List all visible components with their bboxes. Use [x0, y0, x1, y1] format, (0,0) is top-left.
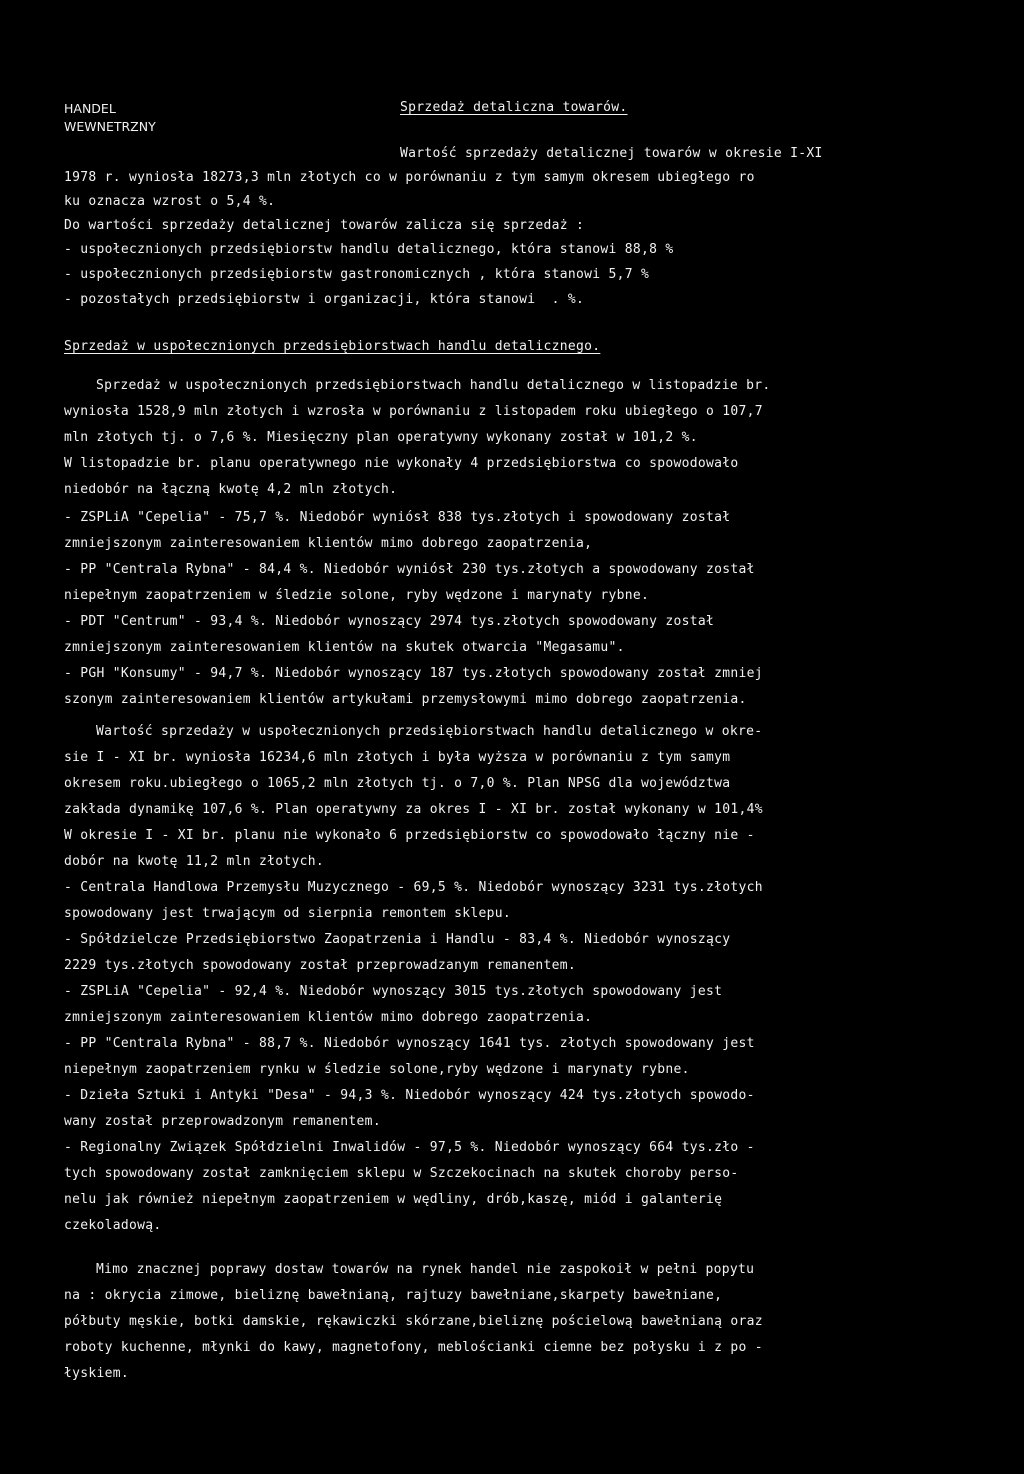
list-item: - PP "Centrala Rybna" - 88,7 %. Niedobór wynoszący 1641 tys. złotych spowodowany jest [64, 1036, 755, 1051]
list-item: - PGH "Konsumy" - 94,7 %. Niedobór wynoszący 187 tys.złotych spowodowany został zmniej [64, 666, 763, 681]
text-line: sie I - XI br. wyniosła 16234,6 mln złotych i była wyższa w porównaniu z tym samym [64, 750, 731, 765]
text-line: roboty kuchenne, młynki do kawy, magnetofony, meblościanki ciemne bez połysku i z po - [64, 1340, 763, 1355]
text-line: na : okrycia zimowe, bieliznę bawełnianą, rajtuzy bawełniane,skarpety bawełniane, [64, 1288, 723, 1303]
text-line: zmniejszonym zainteresowaniem klientów mimo dobrego zaopatrzenia, [64, 536, 593, 551]
list-item: - Centrala Handlowa Przemysłu Muzycznego - 69,5 %. Niedobór wynoszący 3231 tys.złotych [64, 880, 763, 895]
text-line: łyskiem. [64, 1366, 130, 1381]
list-item: - PDT "Centrum" - 93,4 %. Niedobór wynoszący 2974 tys.złotych spowodowany został [64, 614, 715, 629]
text-line: Do wartości sprzedaży detalicznej towarów zalicza się sprzedaż : [64, 218, 585, 233]
list-item: - uspołecznionych przedsiębiorstw handlu detalicznego, która stanowi 88,8 % [64, 242, 674, 257]
text-line: ku oznacza wzrost o 5,4 %. [64, 194, 276, 209]
text-line: niepełnym zaopatrzeniem rynku w śledzie solone,ryby wędzone i marynaty rybne. [64, 1062, 690, 1077]
list-item: - PP "Centrala Rybna" - 84,4 %. Niedobór wyniósł 230 tys.złotych a spowodowany został [64, 562, 755, 577]
text-line: Wartość sprzedaży w uspołecznionych przedsiębiorstwach handlu detalicznego w okre- [96, 724, 763, 739]
list-item: - Spółdzielcze Przedsiębiorstwo Zaopatrzenia i Handlu - 83,4 %. Niedobór wynoszący [64, 932, 731, 947]
list-item: - Regionalny Związek Spółdzielni Inwalidów - 97,5 %. Niedobór wynoszący 664 tys.zło - [64, 1140, 755, 1155]
list-item: - Dzieła Sztuki i Antyki "Desa" - 94,3 %. Niedobór wynoszący 424 tys.złotych spowodo- [64, 1088, 755, 1103]
text-line: mln złotych tj. o 7,6 %. Miesięczny plan operatywny wykonany został w 101,2 %. [64, 430, 698, 445]
text-line: spowodowany jest trwającym od sierpnia remontem sklepu. [64, 906, 511, 921]
text-line: okresem roku.ubiegłego o 1065,2 mln złotych tj. o 7,0 %. Plan NPSG dla województwa [64, 776, 731, 791]
text-line: W okresie I - XI br. planu nie wykonało 6 przedsiębiorstw co spowodowało łączny nie - [64, 828, 755, 843]
text-line: 1978 r. wyniosła 18273,3 mln złotych co w porównaniu z tym samym okresem ubiegłego ro [64, 170, 755, 185]
text-line: zmniejszonym zainteresowaniem klientów na skutek otwarcia "Megasamu". [64, 640, 625, 655]
text-line: czekoladową. [64, 1218, 162, 1233]
text-line: niepełnym zaopatrzeniem w śledzie solone, ryby wędzone i marynaty rybne. [64, 588, 650, 603]
text-line: zakłada dynamikę 107,6 %. Plan operatywny za okres I - XI br. został wykonany w 101,4% [64, 802, 763, 817]
list-item: - pozostałych przedsiębiorstw i organizacji, która stanowi . %. [64, 292, 585, 307]
list-item: - uspołecznionych przedsiębiorstw gastronomicznych , która stanowi 5,7 % [64, 267, 650, 282]
text-line: półbuty męskie, botki damskie, rękawiczki skórzane,bieliznę pościelową bawełnianą oraz [64, 1314, 763, 1329]
text-line: Mimo znacznej poprawy dostaw towarów na rynek handel nie zaspokoił w pełni popytu [96, 1262, 755, 1277]
list-item: - ZSPLiA "Cepelia" - 92,4 %. Niedobór wynoszący 3015 tys.złotych spowodowany jest [64, 984, 723, 999]
section-heading: Sprzedaż w uspołecznionych przedsiębiorstwach handlu detalicznego. [64, 339, 601, 354]
text-line: niedobór na łączną kwotę 4,2 mln złotych. [64, 482, 398, 497]
text-line: 2229 tys.złotych spowodowany został przeprowadzanym remanentem. [64, 958, 576, 973]
text-line: wany został przeprowadzonym remanentem. [64, 1114, 381, 1129]
text-line: tych spowodowany został zamknięciem sklepu w Szczekocinach na skutek choroby perso- [64, 1166, 739, 1181]
document-title: Sprzedaż detaliczna towarów. [400, 100, 628, 115]
text-line: zmniejszonym zainteresowaniem klientów mimo dobrego zaopatrzenia. [64, 1010, 593, 1025]
list-item: - ZSPLiA "Cepelia" - 75,7 %. Niedobór wyniósł 838 tys.złotych i spowodowany został [64, 510, 731, 525]
section-label: HANDEL [64, 101, 116, 116]
text-line: dobór na kwotę 11,2 mln złotych. [64, 854, 325, 869]
text-line: wyniosła 1528,9 mln złotych i wzrosła w porównaniu z listopadem roku ubiegłego o 107,7 [64, 404, 763, 419]
text-line: Wartość sprzedaży detalicznej towarów w okresie I-XI [400, 146, 823, 161]
text-line: Sprzedaż w uspołecznionych przedsiębiorstwach handlu detalicznego w listopadzie br. [96, 378, 771, 393]
text-line: nelu jak również niepełnym zaopatrzeniem w wędliny, drób,kaszę, miód i galanterię [64, 1192, 723, 1207]
section-label-line2: WEWNETRZNY [64, 119, 156, 134]
text-line: W listopadzie br. planu operatywnego nie wykonały 4 przedsiębiorstwa co spowodowało [64, 456, 739, 471]
text-line: szonym zainteresowaniem klientów artykułami przemysłowymi mimo dobrego zaopatrzenia. [64, 692, 747, 707]
